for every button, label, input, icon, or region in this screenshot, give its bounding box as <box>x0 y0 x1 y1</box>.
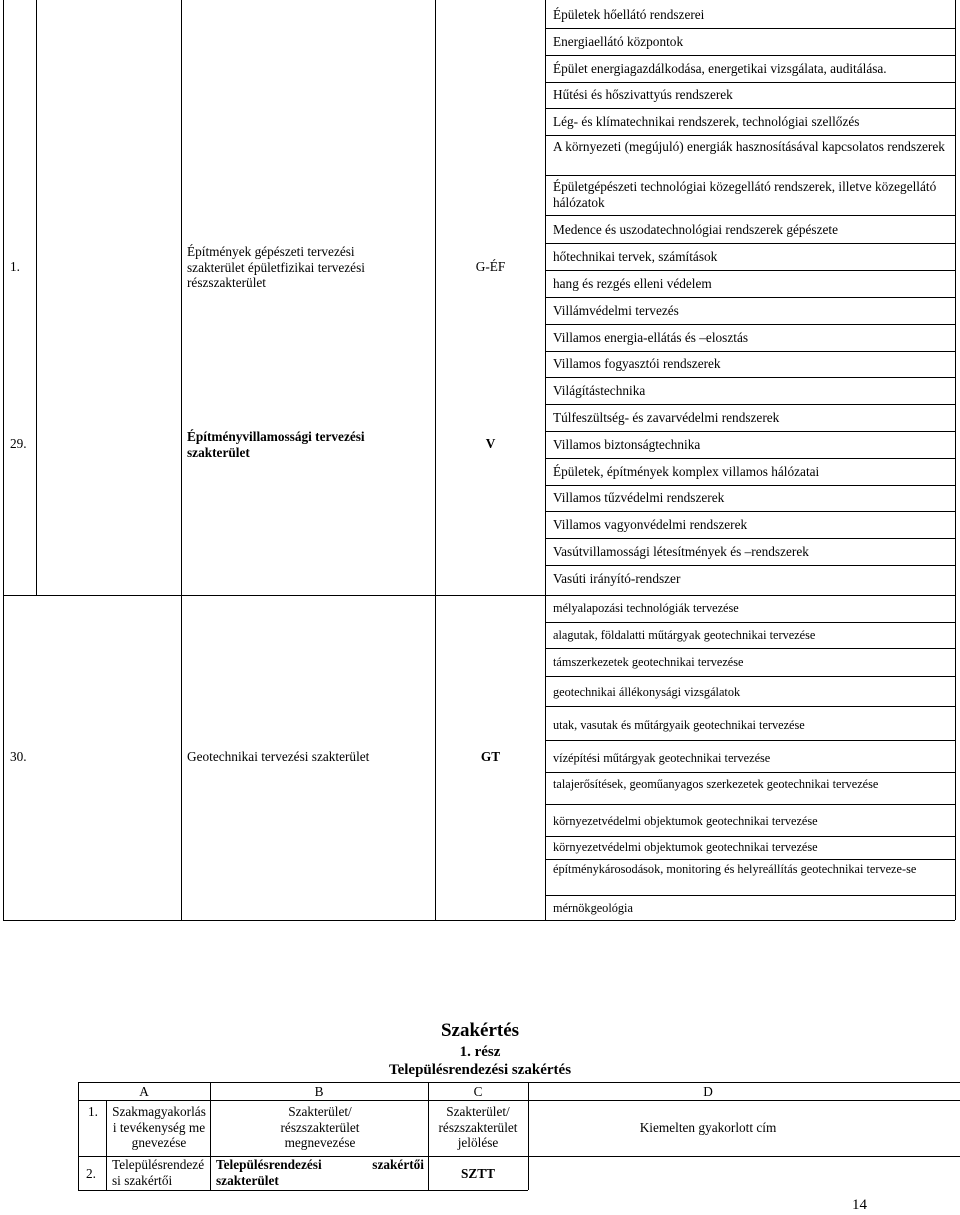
list-item: A környezeti (megújuló) energiák hasznosításával kapcsolatos rendszerek <box>553 139 945 154</box>
activity-value: Településrendezési szakértői <box>112 1157 205 1188</box>
column-letter: C <box>473 1084 483 1099</box>
list-item: Villamos fogyasztói rendszerek <box>553 356 721 371</box>
upper-table-border <box>3 0 4 920</box>
list-item: Épületek, építmények komplex villamos hálózatai <box>553 464 820 479</box>
specialty-name: Építményvillamossági tervezési szakterület <box>187 429 365 460</box>
upper-table-divider <box>181 0 182 920</box>
list-item: hőtechnikai tervek, számítások <box>553 249 718 264</box>
list-item: mérnökgeológia <box>553 901 633 915</box>
list-item: Világítástechnika <box>553 383 646 398</box>
header-code: Szakterület/ részszakterület jelölése <box>438 1104 518 1150</box>
list-item: utak, vasutak és műtárgyaik geotechnikai tervezése <box>553 718 805 732</box>
header-activity: Szakmagyakorlási tevékenység megnevezése <box>112 1104 206 1150</box>
row-number: 29. <box>10 436 27 451</box>
list-item: Vasúti irányító-rendszer <box>553 571 681 586</box>
list-item: Villamos energia-ellátás és –elosztás <box>553 330 749 345</box>
column-letter: A <box>139 1084 149 1099</box>
list-item: Villamos tűzvédelmi rendszerek <box>553 490 725 505</box>
page-number: 14 <box>852 1197 867 1213</box>
code-value: SZTT <box>460 1166 495 1181</box>
list-item: környezetvédelmi objektumok geotechnikai tervezése <box>553 840 818 854</box>
specialty-value: Településrendezési szakértői szakterület <box>216 1157 424 1188</box>
list-item: Villamos vagyonvédelmi rendszerek <box>553 517 748 532</box>
specialty-code: V <box>485 436 496 451</box>
column-letter: D <box>703 1084 713 1099</box>
upper-table-border <box>955 0 956 920</box>
list-item: Villámvédelmi tervezés <box>553 303 679 318</box>
list-item: Túlfeszültség- és zavarvédelmi rendszerek <box>553 410 780 425</box>
row-number: 2. <box>86 1166 96 1181</box>
list-item: talajerősítések, geoműanyagos szerkezetek geotechnikai tervezése <box>553 777 879 791</box>
specialty-code: G-ÉF <box>475 259 506 274</box>
list-item: építménykárosodások, monitoring és helyreállítás geotechnikai terveze-se <box>553 862 917 876</box>
specialty-code: GT <box>480 749 501 764</box>
header-specialty: Szakterület/ részszakterület megnevezése <box>280 1104 360 1150</box>
list-item: Medence és uszodatechnológiai rendszerek gépészete <box>553 222 839 237</box>
list-item: Villamos biztonságtechnika <box>553 437 701 452</box>
list-item: Épületgépészeti technológiai közegellátó rendszerek, illetve közegellátó hálózatok <box>553 179 937 210</box>
upper-table-divider <box>435 0 436 920</box>
list-item: mélyalapozási technológiák tervezése <box>553 601 739 615</box>
section-subtitle: Településrendezési szakértés <box>388 1062 572 1078</box>
list-item: vízépítési műtárgyak geotechnikai tervezése <box>553 751 771 765</box>
section-title: Szakértés <box>440 1020 520 1041</box>
list-item: hang és rezgés elleni védelem <box>553 276 712 291</box>
list-item: Vasútvillamossági létesítmények és –rendszerek <box>553 544 809 559</box>
section-part: 1. rész <box>459 1044 501 1060</box>
header-title: Kiemelten gyakorlott cím <box>639 1120 777 1135</box>
list-item: környezetvédelmi objektumok geotechnikai tervezése <box>553 814 818 828</box>
list-item: Épület energiagazdálkodása, energetikai vizsgálata, auditálása. <box>553 61 887 76</box>
list-item: Épületek hőellátó rendszerei <box>553 7 705 22</box>
row-number: 1. <box>88 1104 98 1119</box>
upper-table-divider <box>36 0 37 595</box>
list-item: Energiaellátó központok <box>553 34 684 49</box>
list-item: Hűtési és hőszivattyús rendszerek <box>553 87 733 102</box>
row-number: 1. <box>10 259 20 274</box>
list-item: alagutak, földalatti műtárgyak geotechnikai tervezése <box>553 628 816 642</box>
list-item: geotechnikai állékonysági vizsgálatok <box>553 685 741 699</box>
list-item: támszerkezetek geotechnikai tervezése <box>553 655 744 669</box>
row-number: 30. <box>10 749 27 764</box>
column-letter: B <box>314 1084 324 1099</box>
specialty-name: Geotechnikai tervezési szakterület <box>187 749 370 764</box>
list-item: Lég- és klímatechnikai rendszerek, technológiai szellőzés <box>553 114 860 129</box>
specialty-name: Építmények gépészeti tervezési szakterület épületfizikai tervezési részszakterület <box>187 244 365 290</box>
upper-table-divider <box>545 0 546 920</box>
